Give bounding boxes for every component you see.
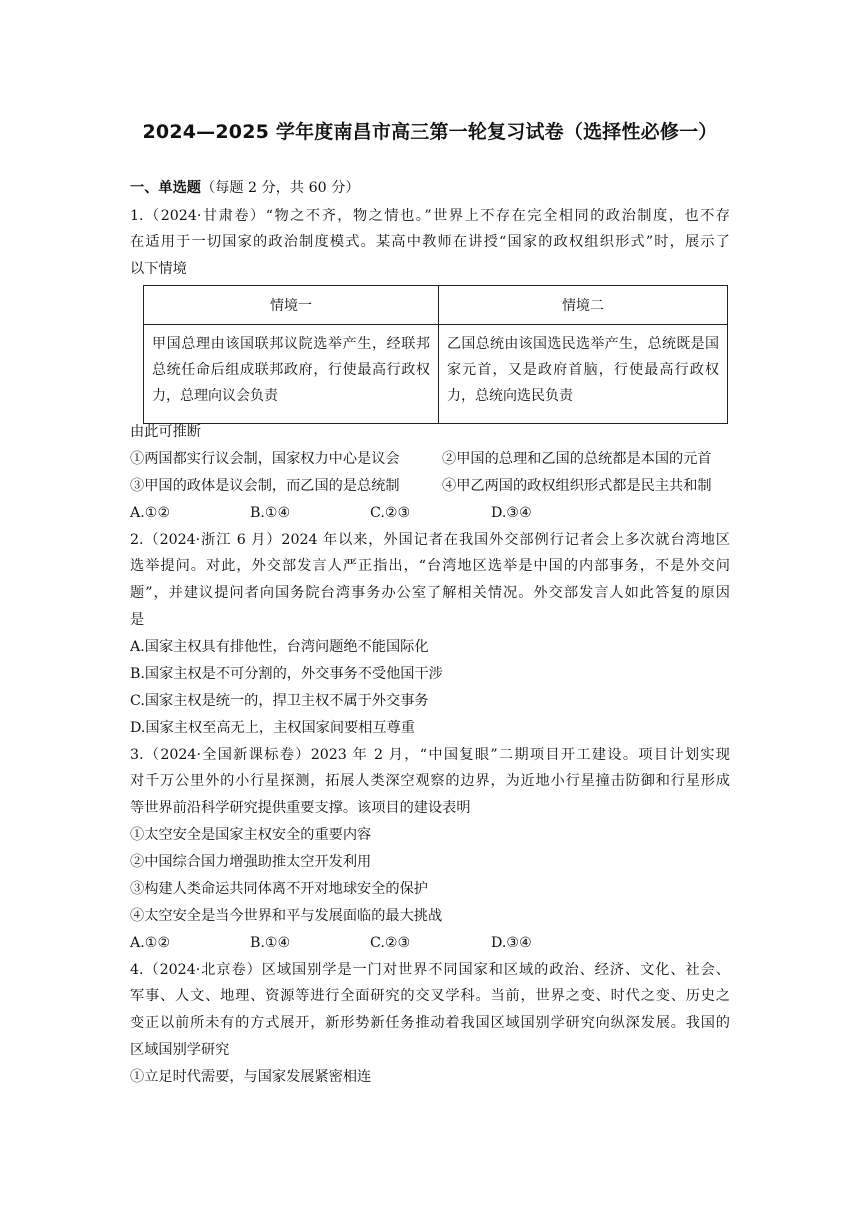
- q1-answer-choice: D.③④: [491, 505, 532, 521]
- q2-stem-line: 2.（2024·浙江 6 月）2024 年以来，外国记者在我国外交部例行记者会上多次就台湾地区: [130, 532, 730, 548]
- q4-stem-line: 军事、人文、地理、资源等进行全面研究的交叉学科。当前，世界之变、时代之变、历史之: [130, 988, 730, 1004]
- scenario-header: 情境二: [439, 286, 728, 325]
- q4-option: ①立足时代需要，与国家发展紧密相连: [130, 1069, 372, 1085]
- scenario-cell: 甲国总理由该国联邦议院选举产生，经联邦总统任命后组成联邦政府，行使最高行政权力，总理向议会负责: [144, 325, 439, 424]
- q1-stem-line: 在适用于一切国家的政治制度模式。某高中教师在讲授“国家的政权组织形式”时，展示了: [130, 234, 730, 250]
- q2-answer-choice: A.国家主权具有排他性，台湾问题绝不能国际化: [130, 639, 429, 655]
- q4-stem-line: 变正以前所未有的方式展开，新形势新任务推动着我国区域国别学研究向纵深发展。我国的: [130, 1015, 730, 1031]
- section-score-note: （每题 2 分，共 60 分）: [200, 180, 360, 196]
- scenario-cell: 乙国总统由该国选民选举产生，总统既是国家元首，又是政府首脑，行使最高行政权力，总统向选民负责: [439, 325, 728, 424]
- q3-answer-row: [130, 930, 730, 956]
- q3-option: ④太空安全是当今世界和平与发展面临的最大挑战: [130, 908, 443, 924]
- q1-option: ③甲国的政体是议会制，而乙国的是总统制: [130, 478, 400, 494]
- q3-answer-choice: A.①②: [130, 935, 171, 951]
- q2-answer-choice: D.国家主权至高无上，主权国家间要相互尊重: [130, 720, 415, 736]
- q3-answer-choice: B.①④: [250, 935, 291, 951]
- section-heading-text: 一、单选题: [130, 180, 201, 196]
- scenario-header-row: [144, 286, 728, 325]
- q2-stem-line: 题”，并建议提问者向国务院台湾事务办公室了解相关情况。外交部发言人如此答复的原因: [130, 585, 730, 601]
- q1-option: ④甲乙两国的政权组织形式都是民主共和制: [442, 478, 712, 494]
- q4-stem-line: 4.（2024·北京卷）区域国别学是一门对世界不同国家和区域的政治、经济、文化、社会、: [130, 962, 730, 978]
- q1-stem-line: 1.（2024·甘肃卷）“物之不齐，物之情也。”世界上不存在完全相同的政治制度，也不存: [130, 208, 730, 224]
- section-heading: [130, 175, 730, 201]
- q1-answer-choice: A.①②: [130, 505, 171, 521]
- q4-stem-line: 区域国别学研究: [130, 1042, 230, 1058]
- q1-stem-line: 以下情境: [130, 261, 187, 277]
- q1-option: ②甲国的总理和乙国的总统都是本国的元首: [442, 451, 712, 467]
- scenario-table: [143, 285, 728, 424]
- q1-answer-row: [130, 500, 730, 526]
- q1-option-row: [130, 446, 730, 472]
- scenario-header: 情境一: [144, 286, 439, 325]
- q3-stem-line: 3.（2024·全国新课标卷）2023 年 2 月，“中国复眼”二期项目开工建设。项目计划实现: [130, 747, 730, 763]
- scenario-body-row: [144, 325, 728, 424]
- q1-option-row: [130, 473, 730, 499]
- q1-answer-choice: B.①④: [250, 505, 291, 521]
- q3-option: ③构建人类命运共同体离不开对地球安全的保护: [130, 881, 428, 897]
- q2-answer-choice: C.国家主权是统一的，捍卫主权不属于外交事务: [130, 693, 429, 709]
- q3-option: ①太空安全是国家主权安全的重要内容: [130, 827, 372, 843]
- q3-stem-line: 等世界前沿科学研究提供重要支撑。该项目的建设表明: [130, 800, 471, 816]
- q2-answer-choice: B.国家主权是不可分割的，外交事务不受他国干涉: [130, 666, 443, 682]
- q1-answer-choice: C.②③: [370, 505, 411, 521]
- q3-answer-choice: C.②③: [370, 935, 411, 951]
- q1-inference-prompt: 由此可推断: [130, 424, 201, 440]
- q1-option: ①两国都实行议会制，国家权力中心是议会: [130, 451, 400, 467]
- q2-stem-line: 选举提问。对此，外交部发言人严正指出，“台湾地区选举是中国的内部事务，不是外交问: [130, 558, 730, 574]
- q3-option: ②中国综合国力增强助推太空开发利用: [130, 854, 372, 870]
- q2-stem-line: 是: [130, 612, 145, 628]
- exam-title: 2024—2025 学年度南昌市高三第一轮复习试卷（选择性必修一）: [142, 121, 718, 143]
- q3-answer-choice: D.③④: [491, 935, 532, 951]
- q3-stem-line: 对千万公里外的小行星探测，拓展人类深空观察的边界，为近地小行星撞击防御和行星形成: [130, 773, 730, 789]
